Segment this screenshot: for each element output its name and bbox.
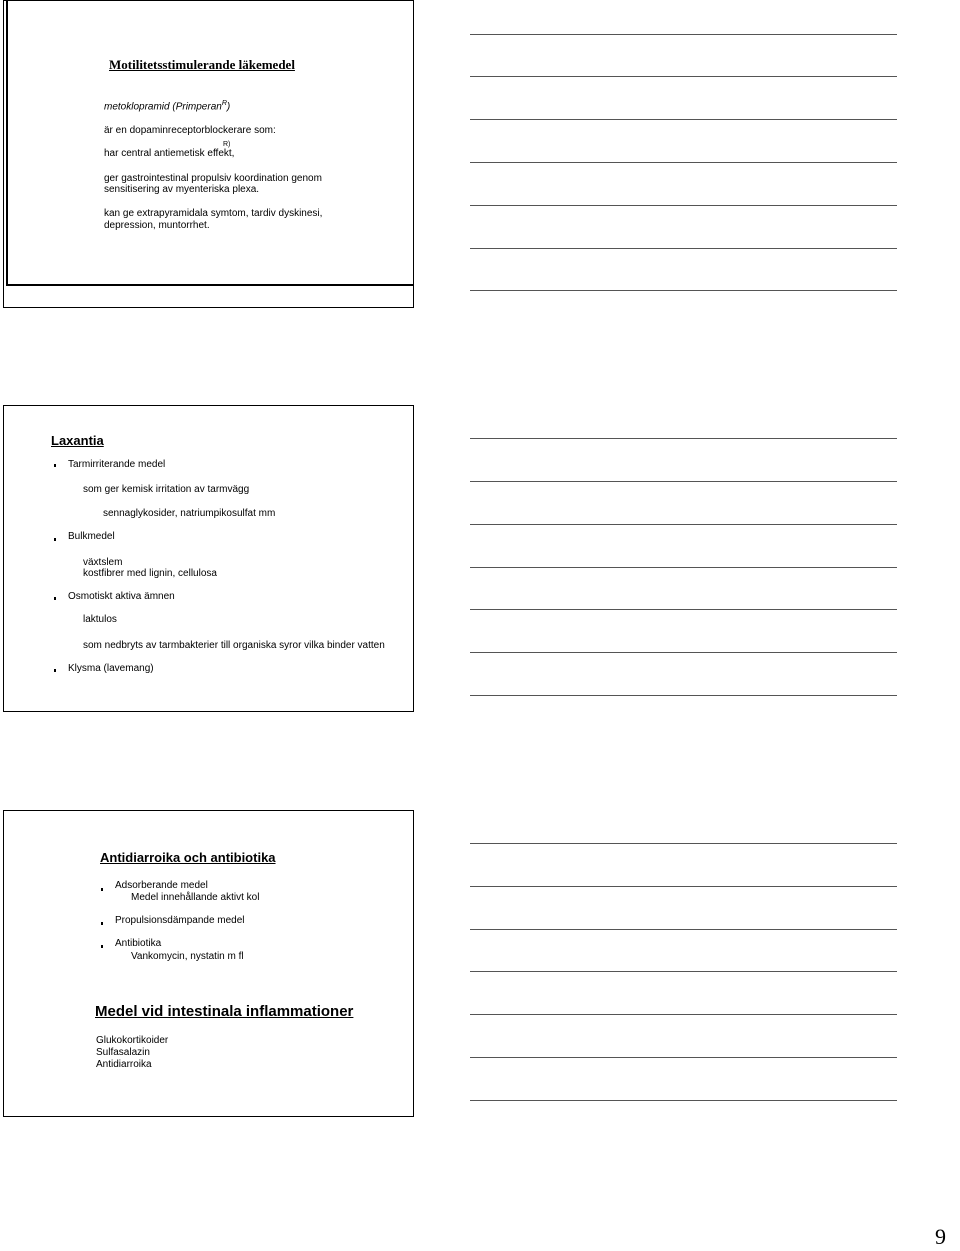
bullet-icon <box>101 945 103 948</box>
slide-2 <box>3 405 414 712</box>
note-line <box>470 695 897 696</box>
slide-2-bullet: Tarmirriterande medel <box>68 459 166 470</box>
slide-1-line: är en dopaminreceptorblockerare som: <box>104 125 276 136</box>
slide-1-overlap-r: R) <box>223 141 231 148</box>
slide-2-line: laktulos <box>83 614 117 625</box>
slide-2-line: sennaglykosider, natriumpikosulfat mm <box>103 508 276 519</box>
slide-3 <box>3 810 414 1117</box>
slide-2-bullet: Klysma (lavemang) <box>68 663 154 674</box>
drug-name: metoklopramid (Primperan <box>104 101 222 113</box>
slide-1-line: ger gastrointestinal propulsiv koordination genom <box>104 173 322 184</box>
slide-3-line: Antidiarroika <box>96 1059 152 1070</box>
slide-1-title: Motilitetsstimulerande läkemedel <box>109 57 295 72</box>
slide-2-line: som nedbryts av tarmbakterier till organiska syror vilka binder vatten <box>83 640 385 651</box>
slide-2-bullet: Bulkmedel <box>68 531 115 542</box>
slide-2-line: kostfibrer med lignin, cellulosa <box>83 568 217 579</box>
slide-1-bottom-rule <box>6 284 413 286</box>
note-line <box>470 248 897 249</box>
slide-2-bullet: Osmotiskt aktiva ämnen <box>68 591 175 602</box>
note-line <box>470 34 897 35</box>
slide-2-line: växtslem <box>83 557 123 568</box>
slide-1-left-rule <box>6 1 8 286</box>
bullet-icon <box>54 464 56 467</box>
note-line <box>470 290 897 291</box>
page-number: 9 <box>935 1224 946 1249</box>
note-line <box>470 929 897 930</box>
note-line <box>470 162 897 163</box>
note-line <box>470 438 897 439</box>
slide-3-title: Antidiarroika och antibiotika <box>100 850 276 865</box>
note-line <box>470 205 897 206</box>
slide-3-subtitle: Medel vid intestinala inflammationer <box>95 1003 354 1020</box>
registered-mark: R <box>221 100 227 107</box>
note-line <box>470 481 897 482</box>
note-line <box>470 1100 897 1101</box>
slide-2-line: som ger kemisk irritation av tarmvägg <box>83 484 250 495</box>
bullet-icon <box>54 597 56 600</box>
slide-3-line: Medel innehållande aktivt kol <box>131 892 260 903</box>
bullet-icon <box>54 669 56 672</box>
bullet-icon <box>101 888 103 891</box>
note-line <box>470 76 897 77</box>
note-line <box>470 567 897 568</box>
note-line <box>470 609 897 610</box>
slide-1-line: har central antiemetisk effekt, <box>104 148 235 159</box>
slide-2-title: Laxantia <box>51 433 104 448</box>
note-line <box>470 971 897 972</box>
slide-1-line: sensitisering av myenteriska plexa. <box>104 184 260 195</box>
slide-1-line: kan ge extrapyramidala symtom, tardiv dyskinesi, <box>104 208 323 219</box>
note-line <box>470 886 897 887</box>
bullet-icon <box>101 922 103 925</box>
slide-3-line: Sulfasalazin <box>96 1047 150 1058</box>
slide-3-bullet: Propulsionsdämpande medel <box>115 915 245 926</box>
bullet-icon <box>54 538 56 541</box>
note-line <box>470 1014 897 1015</box>
note-line <box>470 1057 897 1058</box>
slide-1-drug-line <box>104 100 230 113</box>
slide-3-bullet: Adsorberande medel <box>115 880 208 891</box>
slide-1-line: depression, muntorrhet. <box>104 220 210 231</box>
slide-3-line: Vankomycin, nystatin m fl <box>131 951 244 962</box>
slide-3-bullet: Antibiotika <box>115 938 162 949</box>
slide-1 <box>3 0 414 308</box>
note-line <box>470 119 897 120</box>
note-line <box>470 524 897 525</box>
note-line <box>470 843 897 844</box>
drug-name-close: ) <box>226 101 231 113</box>
note-line <box>470 652 897 653</box>
slide-3-line: Glukokortikoider <box>96 1035 169 1046</box>
